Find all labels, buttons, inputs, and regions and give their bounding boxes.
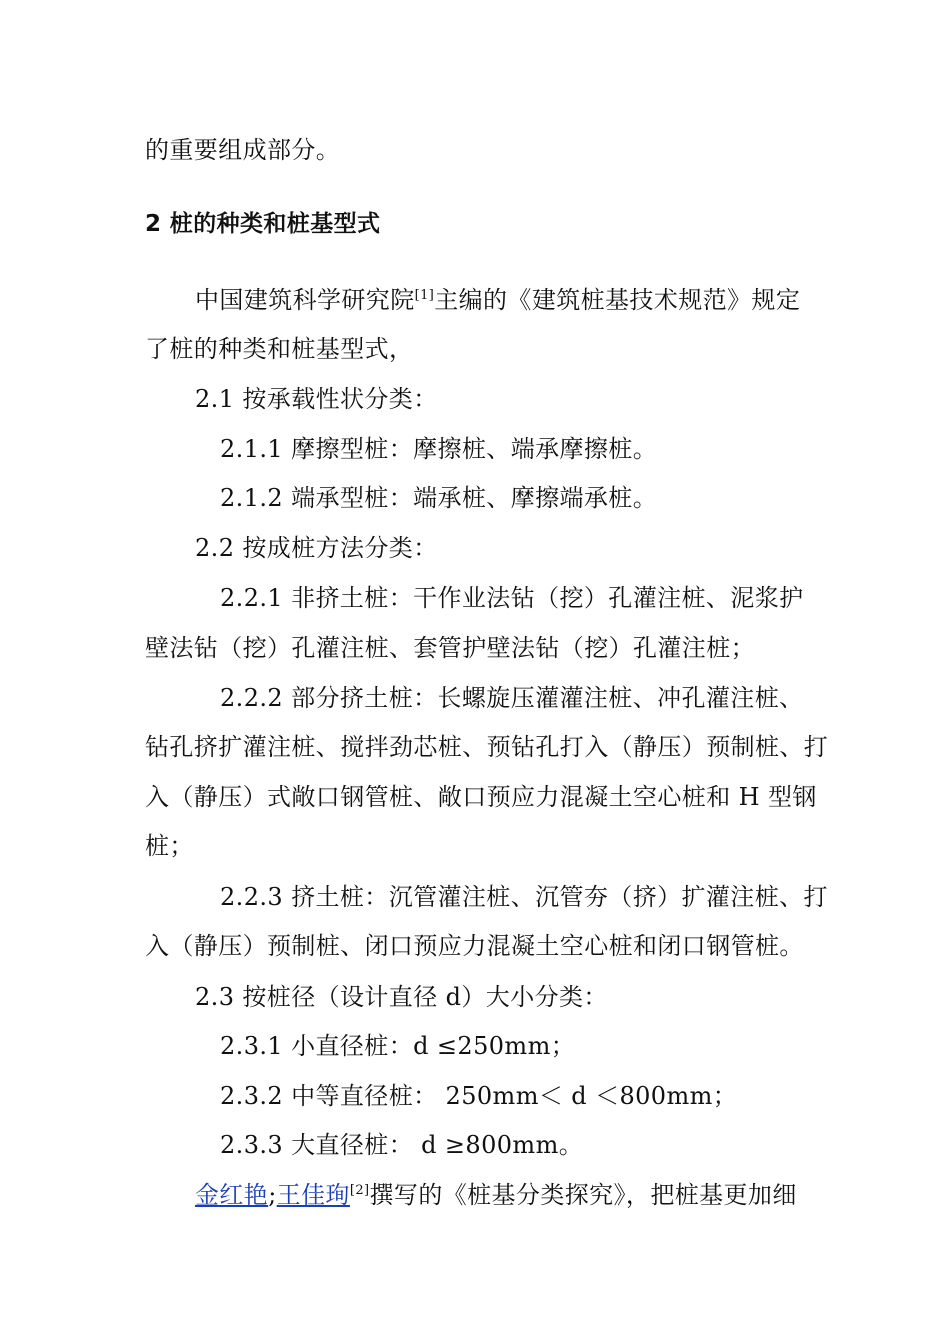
list-item: 2.2.1 非挤土桩：干作业法钻（挖）孔灌注桩、泥浆护 xyxy=(220,584,804,612)
subsection-heading: 2.1 按承载性状分类： xyxy=(195,385,438,413)
list-item-continuation: 钻孔挤扩灌注桩、搅拌劲芯桩、预钻孔打入（静压）预制桩、打 xyxy=(145,733,829,761)
subsection-heading: 2.3 按桩径（设计直径 d）大小分类： xyxy=(195,983,608,1011)
list-item-continuation: 入（静压）式敞口钢管桩、敞口预应力混凝土空心桩和 H 型钢 xyxy=(145,783,817,811)
subsection-heading: 2.2 按成桩方法分类： xyxy=(195,534,438,562)
author-link-jin-hongyan[interactable]: 金红艳 xyxy=(195,1181,269,1209)
list-item-continuation: 桩； xyxy=(145,832,194,860)
text-span: 中国建筑科学研究院 xyxy=(195,286,415,314)
section-heading: 2 桩的种类和桩基型式 xyxy=(145,211,381,237)
citation-ref-1[interactable]: [1] xyxy=(414,288,435,303)
list-item: 2.3.3 大直径桩： d ≥800mm。 xyxy=(220,1131,584,1159)
list-item-continuation: 壁法钻（挖）孔灌注桩、套管护壁法钻（挖）孔灌注桩； xyxy=(145,634,755,662)
list-item: 2.2.3 挤土桩：沉管灌注桩、沉管夯（挤）扩灌注桩、打 xyxy=(220,883,828,911)
separator: ; xyxy=(268,1181,277,1209)
list-item: 2.1.2 端承型桩：端承桩、摩擦端承桩。 xyxy=(220,484,658,512)
text-line: 的重要组成部分。 xyxy=(145,136,341,164)
paragraph-line: 了桩的种类和桩基型式， xyxy=(145,335,414,363)
paragraph-line xyxy=(195,1179,797,1211)
text-span: 主编的《建筑桩基技术规范》规定 xyxy=(434,286,801,314)
list-item: 2.1.1 摩擦型桩：摩擦桩、端承摩擦桩。 xyxy=(220,435,658,463)
citation-ref-2[interactable]: [2] xyxy=(349,1183,370,1198)
author-link-wang-jiaxun[interactable]: 王佳珣 xyxy=(276,1181,350,1209)
list-item: 2.3.2 中等直径桩： 250mm＜ d ＜800mm； xyxy=(220,1082,738,1110)
list-item: 2.3.1 小直径桩：d ≤250mm； xyxy=(220,1032,576,1060)
list-item-continuation: 入（静压）预制桩、闭口预应力混凝土空心桩和闭口钢管桩。 xyxy=(145,932,804,960)
text-span: 撰写的《桩基分类探究》，把桩基更加细 xyxy=(369,1181,797,1209)
paragraph-line xyxy=(195,284,800,316)
list-item: 2.2.2 部分挤土桩：长螺旋压灌灌注桩、冲孔灌注桩、 xyxy=(220,684,804,712)
